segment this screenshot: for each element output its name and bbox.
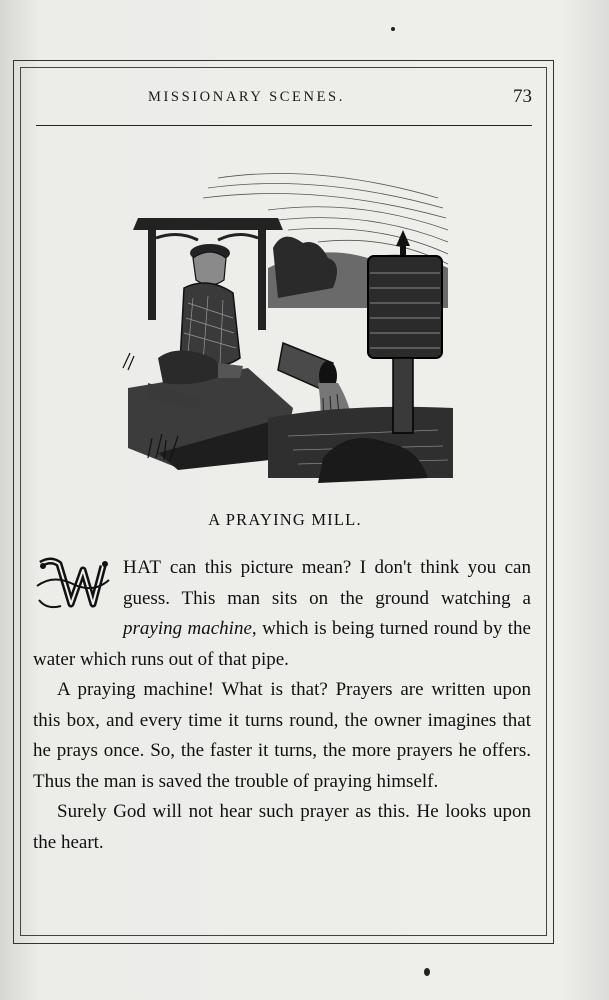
- header-rule: [36, 125, 532, 126]
- first-word-rest: HAT: [123, 557, 162, 578]
- emphasis-praying-machine: praying machine: [123, 618, 252, 639]
- paper-speck: [391, 27, 395, 31]
- praying-mill-engraving-icon: [118, 158, 458, 488]
- body-text: [33, 553, 531, 858]
- paragraph-1: [33, 553, 531, 675]
- paragraph-1-text-b: , which is being turned round by the water which runs out of that pipe.: [33, 618, 531, 670]
- illustration-caption: A PRAYING MILL.: [208, 510, 362, 529]
- running-title: MISSIONARY SCENES.: [148, 89, 345, 105]
- drop-cap-w-icon: [33, 556, 111, 616]
- paragraph-2: A praying machine! What is that? Prayers are written upon this box, and every time it turns round, the owner imagines that he prays once. So, the faster it turns, the more prayers he offers. Thus the man is saved the trouble of praying himself.: [33, 679, 531, 792]
- paper-speck: [424, 968, 430, 976]
- paragraph-1-text-a: can this picture mean? I don't think you can guess. This man sits on the ground watching a: [123, 557, 531, 609]
- paragraph-3: Surely God will not hear such prayer as this. He looks upon the heart.: [33, 801, 531, 853]
- running-head: [36, 86, 534, 112]
- page-number: 73: [513, 86, 532, 107]
